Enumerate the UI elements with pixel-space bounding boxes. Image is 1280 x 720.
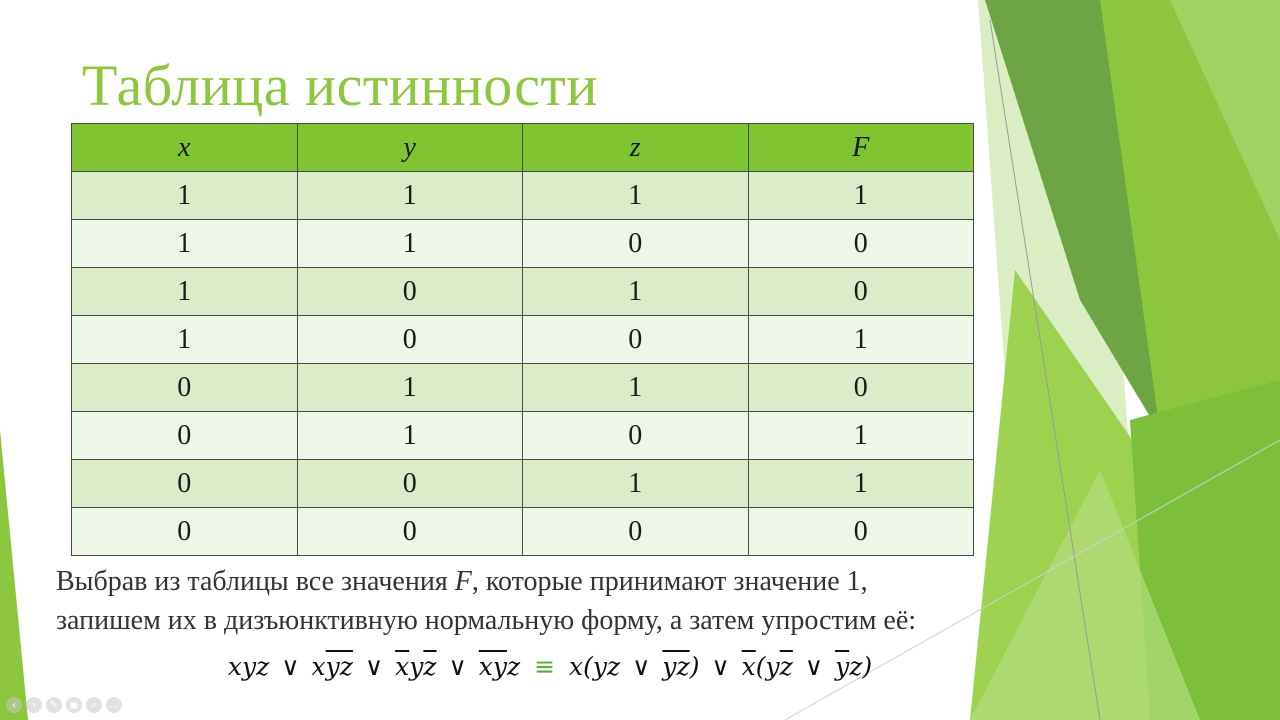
cell: 1 [297,220,523,268]
cell: 1 [748,316,974,364]
table-row [72,172,974,220]
cell: 0 [748,508,974,556]
term-3-zbar: $\overline{z}$ [423,652,437,681]
result-1-negation: $\overline{yz}$ [662,652,690,681]
cell: 1 [748,412,974,460]
cell: 0 [72,364,298,412]
presentation-controls [6,697,122,713]
explanation-text [56,562,1056,640]
result-1: x(yz [569,652,621,681]
cell: 0 [72,508,298,556]
next-icon[interactable]: › [26,697,42,713]
or-symbol: ∨ [364,652,384,681]
cell: 1 [72,220,298,268]
result-2-xbar: $\overline{x}$ [741,652,756,681]
truth-table [71,123,974,556]
cell: 1 [297,412,523,460]
table-row [72,316,974,364]
term-4-z: z [506,652,521,681]
table-header-row [72,124,974,172]
prev-icon[interactable]: ‹ [6,697,22,713]
term-1: xyz [227,652,270,681]
dnf-formula [0,652,1100,681]
line1-end: , которые принимают значение 1, [471,566,868,597]
cell: 0 [72,460,298,508]
or-symbol: ∨ [711,652,730,681]
cell: 0 [297,508,523,556]
cell: 0 [297,316,523,364]
or-symbol: ∨ [632,652,651,681]
cell: 0 [748,220,974,268]
line1-start: Выбрав из таблицы все значения [56,566,455,597]
explanation-line-1 [56,562,1056,601]
pen-icon[interactable]: ✎ [46,697,62,713]
cell: 1 [297,364,523,412]
cell: 0 [748,364,974,412]
slides-icon[interactable]: ▣ [66,697,82,713]
term-3-xbar: $\overline{x}$ [395,652,410,681]
cell: 0 [297,268,523,316]
term-2-negation: $\overline{yz}$ [325,652,353,681]
header-y: y [297,124,523,172]
explanation-line-2: запишем их в дизъюнктивную нормальную форму, а затем упростим её: [56,605,917,636]
cell: 0 [297,460,523,508]
table-row [72,364,974,412]
or-symbol: ∨ [448,652,467,681]
result-2-open: (y [755,652,780,681]
table-row [72,220,974,268]
cell: 1 [523,460,749,508]
cell: 1 [72,172,298,220]
cell: 1 [523,268,749,316]
cell: 0 [72,412,298,460]
cell: 1 [297,172,523,220]
table-row [72,268,974,316]
cell: 0 [523,412,749,460]
cell: 0 [523,316,749,364]
header-x: x [72,124,298,172]
result-2-ybar: $\overline{y}$ [835,652,850,681]
cell: 1 [72,316,298,364]
header-f: F [748,124,974,172]
equivalence-symbol: ≡ [534,652,556,681]
term-4-negation: $\overline{xy}$ [478,652,507,681]
result-2-zbar: $\overline{z}$ [779,652,793,681]
slide-title: Таблица истинности [82,53,598,118]
term-3-y: y [409,652,424,681]
cell: 0 [748,268,974,316]
header-z: z [523,124,749,172]
cell: 1 [523,364,749,412]
cell: 1 [523,172,749,220]
cell: 1 [72,268,298,316]
or-symbol: ∨ [281,652,300,681]
term-2-x: x [311,652,326,681]
cell: 0 [523,508,749,556]
table-row [72,412,974,460]
var-f: F [454,566,472,597]
or-symbol: ∨ [804,652,824,681]
cell: 1 [748,460,974,508]
result-2-close: z) [849,652,873,681]
table-row [72,508,974,556]
result-1-close: ) [689,652,700,681]
more-icon[interactable]: … [106,697,122,713]
cell: 0 [523,220,749,268]
table-row [72,460,974,508]
zoom-icon[interactable]: ⌕ [86,697,102,713]
cell: 1 [748,172,974,220]
